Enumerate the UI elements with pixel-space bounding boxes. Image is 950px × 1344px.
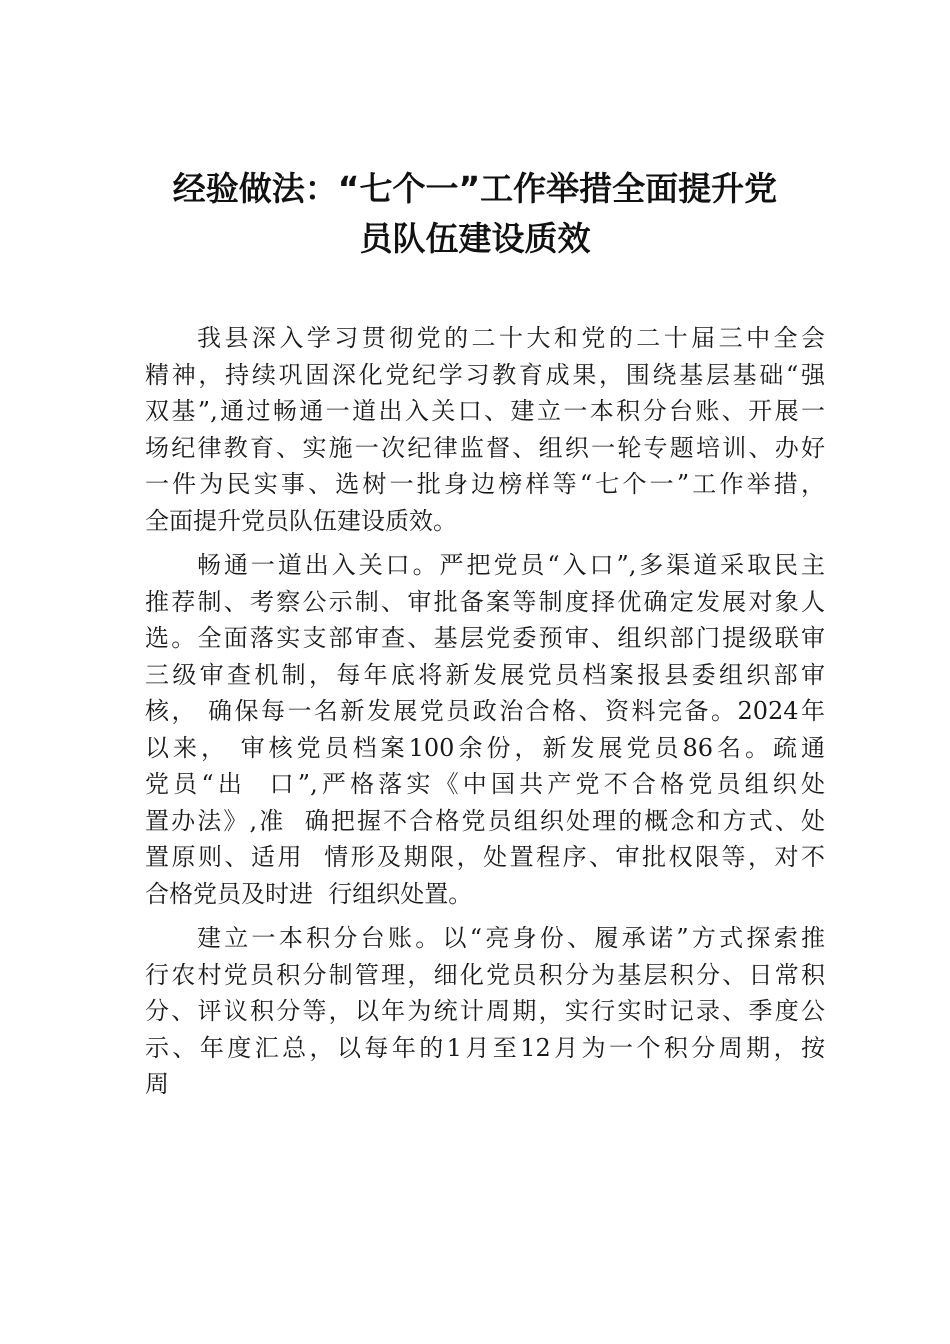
paragraph-line: 选。全面落实支部审查、基层党委预审、组织部门提级联审	[145, 624, 825, 652]
paragraph-line: 示、年度汇总，以每年的1月至12月为一个积分周期，按	[145, 1033, 825, 1062]
paragraph-line: 以来， 审核党员档案100余份，新发展党员86名。疏通	[145, 733, 825, 762]
paragraph-line: 行农村党员积分制管理，细化党员积分为基层积分、日常积	[145, 960, 825, 989]
title-line: 员队伍建设质效	[359, 219, 591, 258]
paragraph-line: 建立一本积分台账。以“亮身份、履承诺”方式探索推	[197, 924, 825, 952]
paragraph-line: 全面提升党员队伍建设质效。	[145, 506, 457, 535]
paragraph-line: 分、评议积分等，以年为统计周期，实行实时记录、季度公	[145, 997, 825, 1025]
paragraph-line: 党员“出 口”,严格落实《中国共产党不合格党员组织处	[145, 770, 825, 798]
paragraph-line: 周	[145, 1070, 169, 1098]
paragraph-line: 畅通一道出入关口。严把党员“入口”,多渠道采取民主	[197, 551, 825, 579]
document-title	[120, 164, 830, 264]
paragraph-line: 双基”,通过畅通一道出入关口、建立一本积分台账、开展一	[145, 397, 825, 425]
paragraph-line: 一件为民实事、选树一批身边榜样等“七个一”工作举措，	[145, 470, 825, 498]
paragraph-line: 推荐制、考察公示制、审批备案等制度择优确定发展对象人	[145, 587, 825, 616]
paragraph-line: 我县深入学习贯彻党的二十大和党的二十届三中全会	[197, 324, 825, 352]
paragraph-entry-exit	[145, 547, 825, 912]
title-line: 经验做法：“七个一”工作举措全面提升党	[172, 169, 778, 208]
paragraph-line: 置办法》,准 确把握不合格党员组织处理的概念和方式、处	[145, 806, 825, 835]
paragraph-points-ledger	[145, 920, 825, 1103]
paragraph-line: 三级审查机制，每年底将新发展党员档案报县委组织部审	[145, 660, 825, 689]
document-body	[145, 320, 825, 1111]
paragraph-line: 核， 确保每一名新发展党员政治合格、资料完备。2024年	[145, 697, 825, 725]
paragraph-line: 合格党员及时进 行组织处置。	[145, 879, 473, 908]
paragraph-intro	[145, 320, 825, 539]
paragraph-line: 置原则、适用 情形及期限，处置程序、审批权限等，对不	[145, 843, 825, 871]
paragraph-line: 精神，持续巩固深化党纪学习教育成果，围绕基层基础“强	[145, 360, 825, 389]
paragraph-line: 场纪律教育、实施一次纪律监督、组织一轮专题培训、办好	[145, 433, 825, 462]
